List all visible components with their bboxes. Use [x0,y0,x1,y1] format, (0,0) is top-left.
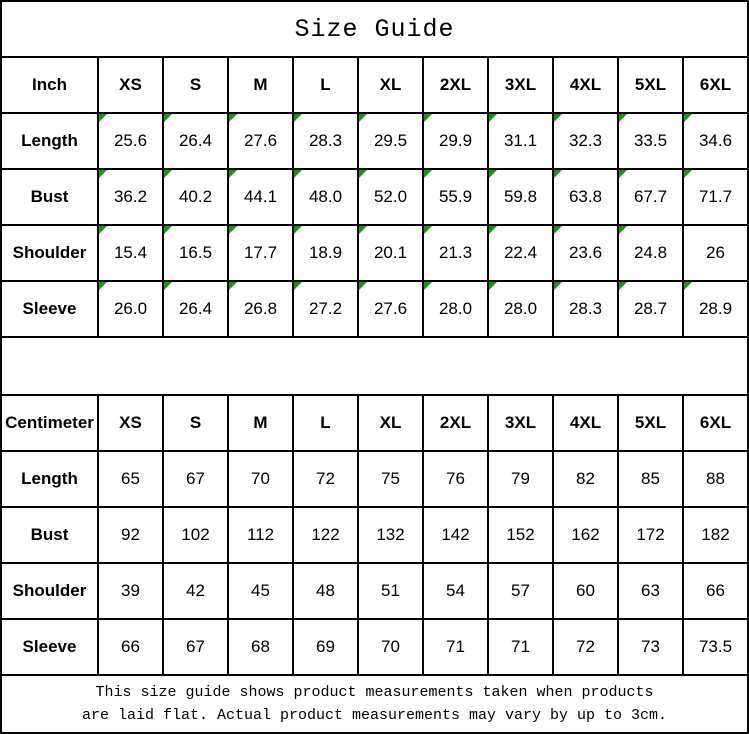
size-value-cell: 28.7 [618,281,683,337]
flag-icon [489,114,497,122]
flag-icon [164,282,172,290]
size-value-cell: 36.2 [98,169,163,225]
size-value-cell: 162 [553,507,618,563]
size-value-cell: 70 [228,451,293,507]
size-value-cell: 28.3 [293,113,358,169]
table-row [1,281,748,337]
row-label: Sleeve [1,619,98,675]
flag-icon [424,170,432,178]
size-column-header: XL [358,57,423,113]
size-column-header: M [228,57,293,113]
flag-icon [619,282,627,290]
size-value-cell: 28.3 [553,281,618,337]
size-value-cell: 28.9 [683,281,748,337]
flag-icon [684,114,692,122]
size-value-cell: 112 [228,507,293,563]
flag-icon [229,282,237,290]
flag-icon [424,114,432,122]
size-value-cell: 26.4 [163,113,228,169]
size-value-cell: 152 [488,507,553,563]
size-value-cell: 67 [163,451,228,507]
size-value-cell: 69 [293,619,358,675]
size-value-cell: 17.7 [228,225,293,281]
size-value-cell: 33.5 [618,113,683,169]
row-label: Shoulder [1,563,98,619]
size-value-cell: 21.3 [423,225,488,281]
flag-icon [619,226,627,234]
size-value-cell: 51 [358,563,423,619]
size-value-cell: 70 [358,619,423,675]
table-row [1,113,748,169]
size-value-cell: 82 [553,451,618,507]
size-value-cell: 92 [98,507,163,563]
unit-header-cell: Inch [1,57,98,113]
flag-icon [489,282,497,290]
size-value-cell: 16.5 [163,225,228,281]
size-value-cell: 67.7 [618,169,683,225]
size-value-cell: 45 [228,563,293,619]
size-value-cell: 27.2 [293,281,358,337]
unit-header-cell: Centimeter [1,395,98,451]
inch-size-table [0,56,749,338]
size-value-cell: 24.8 [618,225,683,281]
cm-header-row [1,395,748,451]
size-value-cell: 102 [163,507,228,563]
size-value-cell: 59.8 [488,169,553,225]
inch-header-row [1,57,748,113]
size-value-cell: 27.6 [358,281,423,337]
flag-icon [99,114,107,122]
flag-icon [99,170,107,178]
size-value-cell: 142 [423,507,488,563]
flag-icon [359,114,367,122]
size-value-cell: 28.0 [423,281,488,337]
size-value-cell: 26.0 [98,281,163,337]
size-column-header: 4XL [553,57,618,113]
size-value-cell: 27.6 [228,113,293,169]
size-value-cell: 52.0 [358,169,423,225]
size-value-cell: 48.0 [293,169,358,225]
size-value-cell: 172 [618,507,683,563]
flag-icon [294,226,302,234]
size-column-header: 5XL [618,57,683,113]
size-value-cell: 18.9 [293,225,358,281]
flag-icon [684,170,692,178]
disclaimer-line-1: This size guide shows product measurements taken when products [95,683,654,701]
row-label: Sleeve [1,281,98,337]
table-spacer [0,338,749,394]
size-value-cell: 66 [683,563,748,619]
size-column-header: XL [358,395,423,451]
size-value-cell: 63 [618,563,683,619]
size-value-cell: 122 [293,507,358,563]
flag-icon [229,170,237,178]
size-value-cell: 22.4 [488,225,553,281]
size-column-header: XS [98,57,163,113]
flag-icon [164,170,172,178]
size-column-header: L [293,57,358,113]
size-value-cell: 68 [228,619,293,675]
flag-icon [294,282,302,290]
flag-icon [294,170,302,178]
size-column-header: 6XL [683,57,748,113]
size-value-cell: 48 [293,563,358,619]
size-value-cell: 31.1 [488,113,553,169]
row-label: Bust [1,507,98,563]
table-row [1,451,748,507]
size-value-cell: 88 [683,451,748,507]
table-row [1,225,748,281]
size-value-cell: 73.5 [683,619,748,675]
size-value-cell: 72 [293,451,358,507]
flag-icon [554,170,562,178]
flag-icon [489,170,497,178]
flag-icon [359,170,367,178]
page-title: Size Guide [0,0,749,56]
size-column-header: 2XL [423,57,488,113]
size-value-cell: 32.3 [553,113,618,169]
size-column-header: 5XL [618,395,683,451]
row-label: Bust [1,169,98,225]
size-column-header: 6XL [683,395,748,451]
flag-icon [424,282,432,290]
flag-icon [554,282,562,290]
flag-icon [619,170,627,178]
flag-icon [99,226,107,234]
size-value-cell: 132 [358,507,423,563]
size-value-cell: 73 [618,619,683,675]
size-value-cell: 66 [98,619,163,675]
flag-icon [424,226,432,234]
flag-icon [229,226,237,234]
size-value-cell: 71 [488,619,553,675]
flag-icon [294,114,302,122]
row-label: Length [1,451,98,507]
size-column-header: 3XL [488,395,553,451]
size-value-cell: 20.1 [358,225,423,281]
size-value-cell: 26 [683,225,748,281]
centimeter-size-table [0,394,749,676]
flag-icon [359,282,367,290]
size-column-header: 2XL [423,395,488,451]
flag-icon [619,114,627,122]
size-value-cell: 55.9 [423,169,488,225]
size-column-header: S [163,57,228,113]
table-row [1,169,748,225]
row-label: Shoulder [1,225,98,281]
size-value-cell: 182 [683,507,748,563]
flag-icon [554,226,562,234]
flag-icon [554,114,562,122]
size-column-header: 3XL [488,57,553,113]
size-value-cell: 71.7 [683,169,748,225]
table-row [1,619,748,675]
flag-icon [164,114,172,122]
row-label: Length [1,113,98,169]
size-value-cell: 57 [488,563,553,619]
size-value-cell: 29.5 [358,113,423,169]
size-value-cell: 67 [163,619,228,675]
size-value-cell: 42 [163,563,228,619]
size-value-cell: 71 [423,619,488,675]
table-row [1,507,748,563]
flag-icon [684,282,692,290]
size-value-cell: 65 [98,451,163,507]
flag-icon [359,226,367,234]
size-value-cell: 79 [488,451,553,507]
size-value-cell: 15.4 [98,225,163,281]
size-value-cell: 75 [358,451,423,507]
size-value-cell: 54 [423,563,488,619]
size-value-cell: 23.6 [553,225,618,281]
size-value-cell: 63.8 [553,169,618,225]
size-value-cell: 26.4 [163,281,228,337]
flag-icon [99,282,107,290]
flag-icon [489,226,497,234]
size-column-header: XS [98,395,163,451]
size-value-cell: 26.8 [228,281,293,337]
disclaimer-line-2: are laid flat. Actual product measurements may vary by up to 3cm. [81,707,668,724]
size-value-cell: 76 [423,451,488,507]
size-value-cell: 29.9 [423,113,488,169]
size-value-cell: 28.0 [488,281,553,337]
flag-icon [164,226,172,234]
size-value-cell: 25.6 [98,113,163,169]
table-row [1,563,748,619]
size-value-cell: 34.6 [683,113,748,169]
size-value-cell: 85 [618,451,683,507]
size-value-cell: 39 [98,563,163,619]
size-value-cell: 60 [553,563,618,619]
size-value-cell: 72 [553,619,618,675]
size-column-header: M [228,395,293,451]
size-value-cell: 44.1 [228,169,293,225]
flag-icon [229,114,237,122]
measurement-disclaimer [0,676,749,734]
size-column-header: S [163,395,228,451]
size-value-cell: 40.2 [163,169,228,225]
size-column-header: 4XL [553,395,618,451]
size-column-header: L [293,395,358,451]
